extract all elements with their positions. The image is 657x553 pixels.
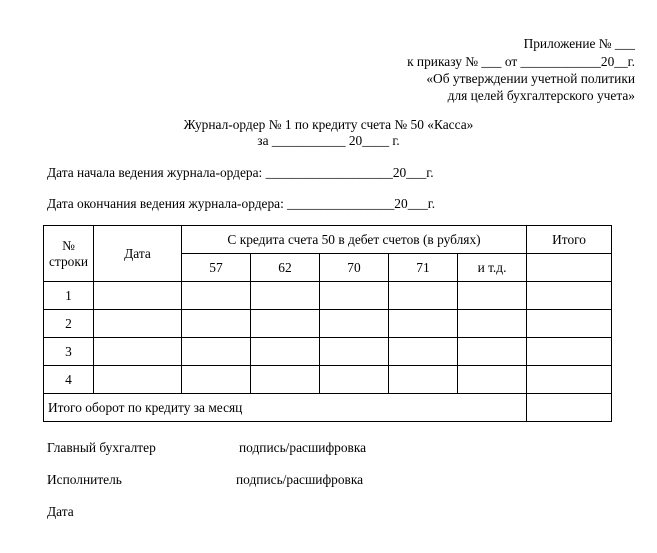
row-number: 2 [44,310,94,338]
cell [182,366,251,394]
header-account: 70 [320,254,389,282]
chief-accountant-label: Главный бухгалтер [47,440,156,455]
header-account: 62 [251,254,320,282]
cell [251,366,320,394]
journal-period: за ___________ 20____ г. [257,133,400,148]
journal-table [43,225,612,422]
cell [389,366,458,394]
header-total-empty [527,254,612,282]
cell [527,310,612,338]
cell [389,338,458,366]
cell [320,366,389,394]
journal-title: Журнал-ордер № 1 по кредиту счета № 50 «Касса» [183,117,474,132]
cell [94,366,182,394]
header-account: и т.д. [458,254,527,282]
cell [527,282,612,310]
cell [251,282,320,310]
cell [182,282,251,310]
cell [527,366,612,394]
cell [320,310,389,338]
end-date-line: Дата окончания ведения журнала-ордера: ________________20___г. [47,196,436,211]
cell [94,338,182,366]
cell [458,282,527,310]
cell [320,282,389,310]
total-row [44,394,612,422]
chief-accountant-signature: подпись/расшифровка [239,440,367,455]
header-account: 71 [389,254,458,282]
cell [527,338,612,366]
table-row [44,310,612,338]
total-label: Итого оборот по кредиту за месяц [44,394,527,422]
executor-signature: подпись/расшифровка [236,472,364,487]
header-row-number: № строки [44,226,94,282]
row-number: 4 [44,366,94,394]
cell [458,310,527,338]
start-date-line: Дата начала ведения журнала-ордера: ___________________20___г. [47,165,434,180]
table-row [44,338,612,366]
appendix-number: Приложение № ___ [523,36,635,51]
cell [94,310,182,338]
row-number: 3 [44,338,94,366]
total-cell [527,394,612,422]
cell [320,338,389,366]
cell [458,366,527,394]
cell [251,310,320,338]
cell [182,338,251,366]
cell [94,282,182,310]
cell [251,338,320,366]
header-credit-group: С кредита счета 50 в дебет счетов (в рублях) [182,226,527,254]
cell [182,310,251,338]
approval-purpose: для целей бухгалтерского учета» [447,88,635,103]
order-reference: к приказу № ___ от ____________20__г. [407,54,635,69]
cell [389,282,458,310]
date-label: Дата [47,504,74,519]
header-account: 57 [182,254,251,282]
cell [389,310,458,338]
header-total: Итого [527,226,612,254]
table-row [44,282,612,310]
row-number: 1 [44,282,94,310]
header-date: Дата [94,226,182,282]
approval-title: «Об утверждении учетной политики [426,71,635,86]
table-row [44,366,612,394]
cell [458,338,527,366]
executor-label: Исполнитель [47,472,122,487]
